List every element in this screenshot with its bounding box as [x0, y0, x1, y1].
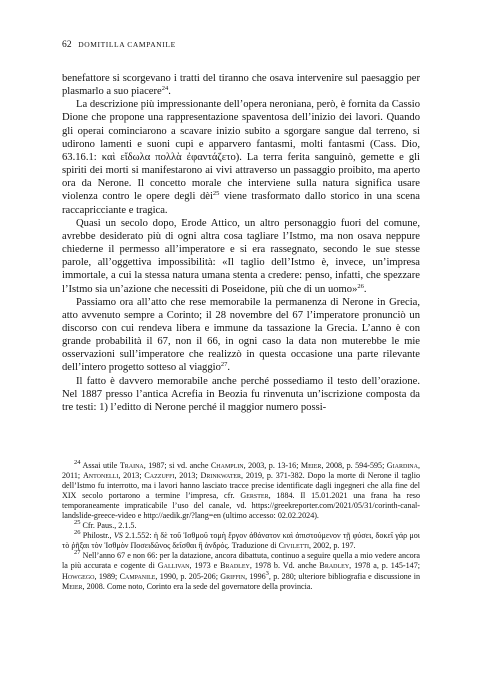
main-text — [62, 72, 420, 414]
paragraph-3: Quasi un secolo dopo, Erode Attico, un altro personaggio fuori del comune, avrebbe desiderato più di ogni altra cosa tagliare l’Istmo, ma non osava neppure chiederne il permesso all’imperatore e si era rassegnato, secondo le sue stesse parole, all’oggettiva impossibilità: «Il taglio dell’Istmo è, invece, un’impresa immortale, a cui la stessa natura umana stenta a credere: penso, infatti, che spezzare l’Istmo sia un’azione che necessiti di Poseidone, più che di un uomo»$^{26}$. — [62, 217, 420, 295]
footnote-ref-25[interactable]: 25 — [212, 190, 220, 198]
footnote-ref-27[interactable]: 27 — [220, 361, 228, 369]
footnote-24: $^{24}$ Assai utile Traina, 1987; si vd. anche Champlin, 2003, p. 13-16; Meier, 2008, p. 594-595; Giardina, 2011; Antonelli, 2013; Cazzuffi, 2013; Drinkwater, 2019, p. 371-382. Dopo la morte di Nerone il taglio dell’Istmo fu interrotto, ma i lavori hanno lasciato tracce precise identificate dagli ingegneri che alla fine del XIX secolo portarono a termine l’impresa, cfr. Gerster, 1884. Il 15.01.2021 una frana ha reso temporaneamente impraticabile l’uso del canale, vd. https://greekreporter.com/2021/05/31/corinth-canal-landslide-greece-video e http://aedik.gr/?lang=en (ultimo accesso: 02.02.2024). — [62, 459, 421, 521]
footnote-26: $^{26}$ Philostr., VS 2.1.552: ἡ δὲ τοῦ Ἰσθμοῦ τομὴ ἔργον ἀθάνατον καὶ ἀπιστούμενον τῇ φύσει, δοκεῖ γάρ μοι τὸ ῥῆξαι τὸν Ἰσθμὸν Ποσειδῶνος δεῖσθαι ἢ ἀνδρός. Traduzione di Civiletti, 2002, p. 197. — [62, 529, 420, 551]
paragraph-1: benefattore si scorgevano i tratti del tiranno che osava intervenire sul paesaggio per plasmarlo a suo piacere$^{24}$. — [62, 73, 420, 98]
running-header — [62, 40, 176, 50]
paragraph-4: Passiamo ora all’atto che rese memorabile la permanenza di Nerone in Grecia, atto avvenuto sempre a Corinto; il 28 novembre del 67 l’imperatore pronunciò un discorso con cui rendeva libera e immune da tassazione la Grecia. L’anno è con grande probabilità il 67, non il 66, in ogni caso la data non muterebbe le mie osservazioni sull’imperatore che realizzò in questa occasione una parte rilevante dell’intero progetto sotteso al viaggio$^{27}$. — [62, 296, 420, 374]
paragraph-5: Il fatto è davvero memorabile anche perché possediamo il testo dell’orazione. Nel 1887 presso l’antica Acrefia in Beozia fu rinvenuta un’iscrizione composta da tre testi: 1) l’editto di Nerone perché il maggior numero possi- — [62, 375, 420, 413]
footnotes — [62, 461, 420, 592]
footnote-ref-26[interactable]: 26 — [357, 282, 364, 290]
footnote-25: $^{25}$ Cfr. Paus., 2.1.5. — [74, 519, 137, 531]
page-number: 62 — [62, 40, 72, 50]
paragraph-2: La descrizione più impressionante dell’opera neroniana, però, è fornita da Cassio Dione che propone una rappresentazione spaventosa dell’inizio dei lavori. Quando gli operai cominciarono a scavare inizio subito a sgorgare sangue dal terreno, si udirono lamenti e suoni cupi e apparvero fantasmi, molti fantasmi (Cass. Dio, 63.16.1: καὶ εἴδωλα πολλὰ ἐφαντάζετο). La terra ferita sanguinò, gemette e gli spiriti dei morti si manifestarono ai vivi attraverso un passaggio proibito, ma aperto ora da Nerone. Il concetto morale che interviene sulla natura significa usare violenza contro le opere degli dèi$^{25}$ viene trasformato dallo storico in una scena raccapricciante e tragica. — [62, 99, 420, 216]
footnote-ref-24[interactable]: 24 — [161, 85, 169, 93]
footnote-27: $^{27}$ Nell’anno 67 e non 66: per la datazione, ancora dibattuta, continuo a seguire quella a mio vedere ancora la più accurata e cogente di Gallivan, 1973 e Bradley, 1978 b. Vd. anche Bradley, 1978 a, p. 145-147; Howgego, 1989; Campanile, 1990, p. 205-206; Griffin, 1996$^3$, p. 280; ulteriore bibliografia e discussione in Meier, 2008. Come noto, Corinto era la sede del governatore della provincia. — [62, 549, 421, 591]
running-head-author: DOMITILLA CAMPANILE — [78, 40, 176, 49]
